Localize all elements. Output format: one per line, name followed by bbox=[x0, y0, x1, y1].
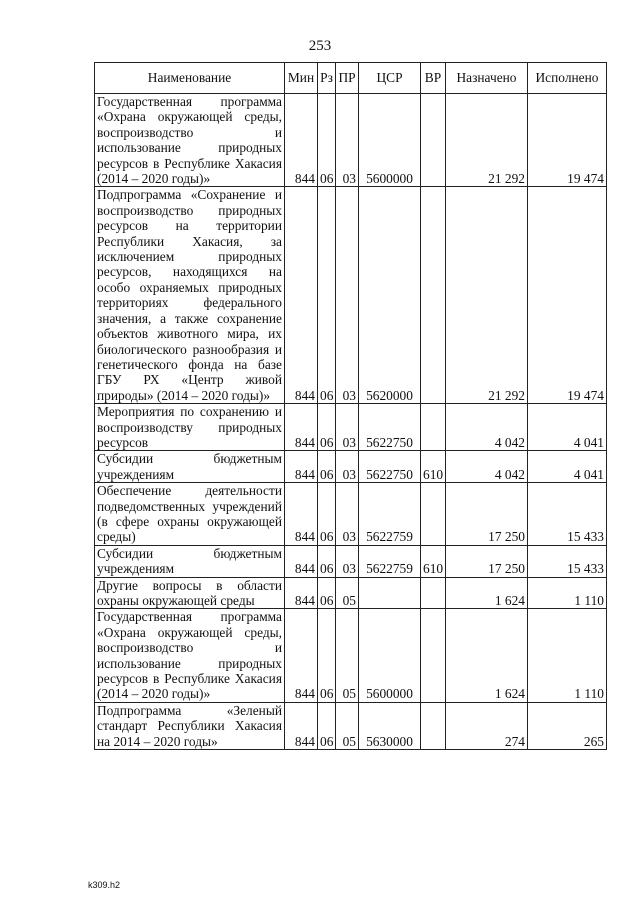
header-executed: Исполнено bbox=[528, 63, 607, 94]
row-assigned: 17 250 bbox=[446, 483, 528, 546]
row-rz: 06 bbox=[318, 609, 336, 702]
row-executed: 15 433 bbox=[528, 545, 607, 577]
row-min: 844 bbox=[285, 94, 318, 187]
row-pr: 05 bbox=[336, 609, 359, 702]
row-vr: 610 bbox=[421, 451, 446, 483]
table-row bbox=[95, 483, 607, 546]
row-rz: 06 bbox=[318, 545, 336, 577]
header-rz: Рз bbox=[318, 63, 336, 94]
page-number: 253 bbox=[308, 38, 332, 54]
row-name: Обеспечение деятельности подведомственных учреждений (в сфере охраны окружающей среды) bbox=[95, 483, 285, 546]
row-min: 844 bbox=[285, 451, 318, 483]
header-assigned: Назначено bbox=[446, 63, 528, 94]
row-rz: 06 bbox=[318, 404, 336, 451]
row-csr: 5620000 bbox=[359, 187, 421, 404]
row-executed: 15 433 bbox=[528, 483, 607, 546]
table-body bbox=[95, 94, 607, 750]
table-row bbox=[95, 545, 607, 577]
row-csr: 5630000 bbox=[359, 702, 421, 749]
row-executed: 19 474 bbox=[528, 94, 607, 187]
row-name: Подпрограмма «Сохранение и воспроизводство природных ресурсов на территории Республики Хакасия, за исключением природных ресурсов, находящихся на особо охраняемых природных территориях федерального значения, а также сохранение объектов животного мира, их биологического разнообразия и генетического фонда на базе ГБУ РХ «Центр живой природы» (2014 – 2020 годы)» bbox=[95, 187, 285, 404]
row-executed: 265 bbox=[528, 702, 607, 749]
row-vr bbox=[421, 483, 446, 546]
row-pr: 03 bbox=[336, 545, 359, 577]
row-rz: 06 bbox=[318, 187, 336, 404]
row-assigned: 1 624 bbox=[446, 577, 528, 609]
table-row bbox=[95, 577, 607, 609]
table-row bbox=[95, 609, 607, 702]
table-row bbox=[95, 404, 607, 451]
row-name: Подпрограмма «Зеленый стандарт Республики Хакасия на 2014 – 2020 годы» bbox=[95, 702, 285, 749]
row-vr bbox=[421, 94, 446, 187]
header-name: Наименование bbox=[95, 63, 285, 94]
row-csr: 5622759 bbox=[359, 545, 421, 577]
row-executed: 19 474 bbox=[528, 187, 607, 404]
row-name: Субсидии бюджетным учреждениям bbox=[95, 451, 285, 483]
row-min: 844 bbox=[285, 609, 318, 702]
row-rz: 06 bbox=[318, 577, 336, 609]
header-vr: ВР bbox=[421, 63, 446, 94]
row-min: 844 bbox=[285, 187, 318, 404]
row-rz: 06 bbox=[318, 702, 336, 749]
header-min: Мин bbox=[285, 63, 318, 94]
budget-table bbox=[94, 62, 607, 750]
row-vr: 610 bbox=[421, 545, 446, 577]
table-row bbox=[95, 702, 607, 749]
row-vr bbox=[421, 404, 446, 451]
row-pr: 05 bbox=[336, 577, 359, 609]
row-csr: 5622750 bbox=[359, 451, 421, 483]
row-rz: 06 bbox=[318, 451, 336, 483]
row-name: Другие вопросы в области охраны окружающей среды bbox=[95, 577, 285, 609]
row-csr: 5600000 bbox=[359, 94, 421, 187]
table-header-row bbox=[95, 63, 607, 94]
row-pr: 03 bbox=[336, 94, 359, 187]
table-row bbox=[95, 451, 607, 483]
row-executed: 4 041 bbox=[528, 404, 607, 451]
footer-code: k309.h2 bbox=[88, 880, 121, 890]
row-assigned: 17 250 bbox=[446, 545, 528, 577]
row-pr: 03 bbox=[336, 451, 359, 483]
row-csr: 5622759 bbox=[359, 483, 421, 546]
row-assigned: 4 042 bbox=[446, 404, 528, 451]
row-executed: 1 110 bbox=[528, 577, 607, 609]
row-vr bbox=[421, 609, 446, 702]
row-assigned: 4 042 bbox=[446, 451, 528, 483]
row-min: 844 bbox=[285, 577, 318, 609]
row-pr: 03 bbox=[336, 404, 359, 451]
row-executed: 1 110 bbox=[528, 609, 607, 702]
header-csr: ЦСР bbox=[359, 63, 421, 94]
row-min: 844 bbox=[285, 702, 318, 749]
row-pr: 03 bbox=[336, 187, 359, 404]
row-rz: 06 bbox=[318, 483, 336, 546]
header-pr: ПР bbox=[336, 63, 359, 94]
row-pr: 03 bbox=[336, 483, 359, 546]
table-row bbox=[95, 187, 607, 404]
row-assigned: 21 292 bbox=[446, 94, 528, 187]
row-min: 844 bbox=[285, 404, 318, 451]
row-vr bbox=[421, 577, 446, 609]
row-csr: 5622750 bbox=[359, 404, 421, 451]
row-min: 844 bbox=[285, 483, 318, 546]
row-assigned: 1 624 bbox=[446, 609, 528, 702]
row-name: Государственная программа «Охрана окружающей среды, воспроизводство и использование природных ресурсов в Республике Хакасия (2014 – 2020 годы)» bbox=[95, 609, 285, 702]
row-pr: 05 bbox=[336, 702, 359, 749]
row-assigned: 274 bbox=[446, 702, 528, 749]
table-row bbox=[95, 94, 607, 187]
row-rz: 06 bbox=[318, 94, 336, 187]
row-executed: 4 041 bbox=[528, 451, 607, 483]
row-min: 844 bbox=[285, 545, 318, 577]
row-name: Государственная программа «Охрана окружающей среды, воспроизводство и использование природных ресурсов в Республике Хакасия (2014 – 2020 годы)» bbox=[95, 94, 285, 187]
row-name: Субсидии бюджетным учреждениям bbox=[95, 545, 285, 577]
row-vr bbox=[421, 702, 446, 749]
row-name: Мероприятия по сохранению и воспроизводству природных ресурсов bbox=[95, 404, 285, 451]
row-vr bbox=[421, 187, 446, 404]
row-assigned: 21 292 bbox=[446, 187, 528, 404]
row-csr: 5600000 bbox=[359, 609, 421, 702]
row-csr bbox=[359, 577, 421, 609]
